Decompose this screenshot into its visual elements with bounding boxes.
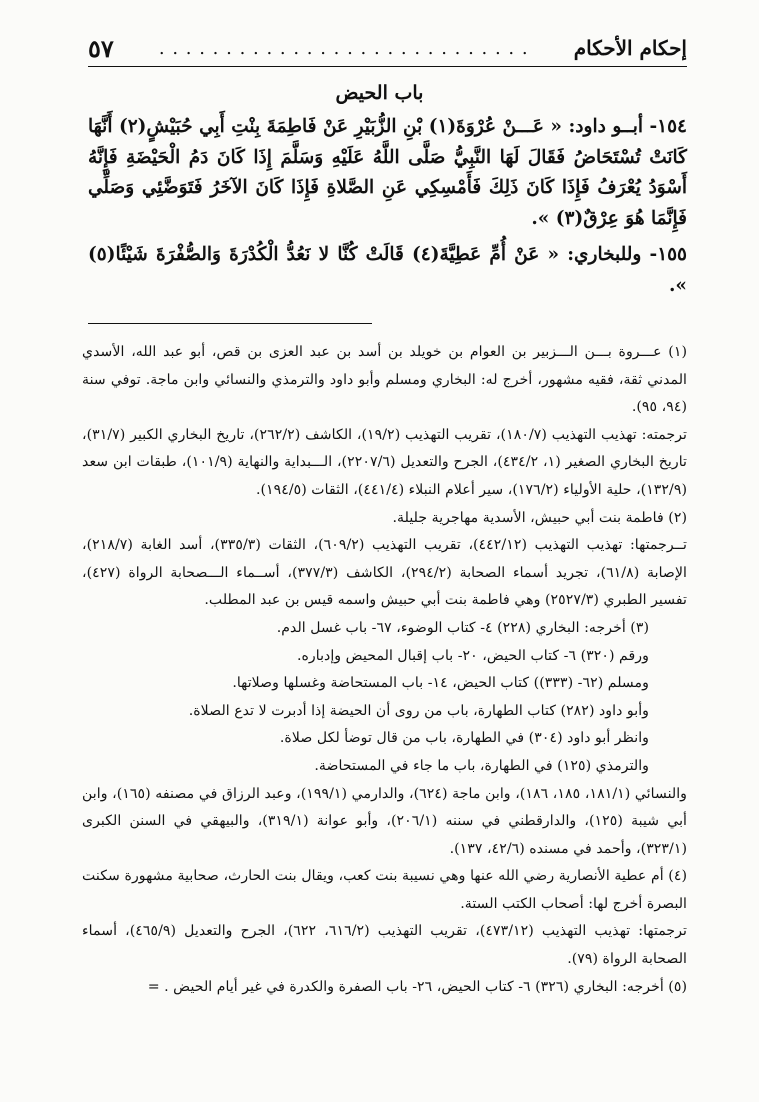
header-leader-dots: . . . . . . . . . . . . . . . . . . . . . . . . . . . . [158,37,529,59]
footnote: ترجمتها: تهذيب التهذيب (٤٧٣/١٢)، تقريب التهذيب (٦١٦/٢، ٦٢٢)، الجرح والتعديل (٤٦٥/٩)، أسماء الصحابة الرواة (٧٩). [82,923,687,968]
footnote: ورقم (٣٢٠) ٦- كتاب الحيض، ٢٠- باب إقبال المحيض وإدباره. [296,647,649,664]
main-text [88,112,687,307]
footnote: (٥) أخرجه: البخاري (٣٢٦) ٦- كتاب الحيض، ٢٦- باب الصفرة والكدرة في غير أيام الحيض . = [147,978,687,995]
footnote: والترمذي (١٢٥) في الطهارة، باب ما جاء في المستحاضة. [314,757,649,774]
footnotes [82,339,687,1001]
running-header [88,30,687,67]
hadith-155: ١٥٥- وللبخاري: « عَنْ أُمِّ عَطِيَّةَ(٤) قَالَتْ كُنَّا لا نَعُدُّ الْكُدْرَةَ وَالصُّفْرَةَ شَيْئًا(٥) ». [88,244,687,296]
footnote: وانظر أبو داود (٣٠٤) في الطهارة، باب من قال توضأ لكل صلاة. [279,730,649,747]
book-title: إحكام الأحكام [573,36,687,60]
footnote: (٢) فاطمة بنت أبي حبيش، الأسدية مهاجرية جليلة. [392,509,687,526]
footnote: وأبو داود (٢٨٢) كتاب الطهارة، باب من روى أن الحيضة إذا أدبرت لا تدع الصلاة. [188,702,649,719]
footnote: ترجمته: تهذيب التهذيب (١٨٠/٧)، تقريب التهذيب (١٩/٢)، الكاشف (٢٦٢/٢)، تاريخ البخاري الكبير (٣١/٧)، تاريخ البخاري الصغير (١، ٤٣٤/٢)، الجرح والتعديل (٢٢٠٧/٦)، الـــبداية والنهاية (١٠١/٩)، طبقات ابن سعد (١٣٢/٩)، حلية الأولياء (١٧٦/٢)، سير أعلام النبلاء (٤٤١/٤)، الثقات (١٩٤/٥). [82,426,688,498]
footnote: (٤) أم عطية الأنصارية رضي الله عنها وهي نسيبة بنت كعب، ويقال بنت الحارث، صحابية مشهورة سكنت البصرة أخرج لها: أصحاب الكتب الستة. [82,868,687,912]
footnote: تــرجمتها: تهذيب التهذيب (٤٤٢/١٢)، تقريب التهذيب (٦٠٩/٢)، الثقات (٣٣٥/٣)، أسد الغابة (٢١٨/٧)، الإصابة (٦١/٨)، تجريد أسماء الصحابة (٢٩٤/٢)، الكاشف (٣٧٧/٣)، أســماء الـــصحابة الرواة (٤٢٧)، تفسير الطبري (٢٥٢٧/٣) وهي فاطمة بنت أبي حبيش واسمه قيس بن عبد المطلب. [82,537,687,609]
hadith-154: ١٥٤- أبــو داود: « عَـــنْ عُرْوَةَ(١) بْنِ الزُّبَيْرِ عَنْ فَاطِمَةَ بِنْتِ أَبِي حُبَيْشٍ(٢) أَنَّهَا كَانَتْ تُسْتَحَاضُ فَقَالَ لَهَا النَّبِيُّ صَلَّى اللَّهُ عَلَيْهِ وَسَلَّمَ إِذَا كَانَ دَمُ الْحَيْضَةِ فَإِنَّهُ أَسْوَدُ يُعْرَفُ فَإِذَا كَانَ ذَلِكَ فَأَمْسِكِي عَنِ الصَّلاةِ فَإِذَا كَانَ الآخَرُ فَتَوَضَّئِي وَصَلِّي فَإِنَّمَا هُوَ عِرْقٌ(٣) ». [88,116,687,229]
footnote: (١) عـــروة بـــن الـــزبير بن العوام بن خويلد بن أسد بن عبد العزى بن قص، أبو عبد الله، الأسدي المدني ثقة، فقيه مشهور، أخرج له: البخاري ومسلم وأبو داود والترمذي والنسائي وابن ماجة. توفي سنة (٩٤، ٩٥). [82,344,687,416]
page-number: ٥٧ [88,33,114,63]
chapter-title: باب الحيض [335,82,424,104]
footnote: ومسلم (٦٢- (٣٣٣)) كتاب الحيض، ١٤- باب المستحاضة وغسلها وصلاتها. [232,675,649,692]
footnote: والنسائي (١٨١/١، ١٨٥، ١٨٦)، وابن ماجة (٦٢٤)، والدارمي (١٩٩/١)، وعبد الرزاق في مصنفه (١٦٥)، وابن أبي شيبة (١٢٥)، والدارقطني في سننه (٢٠٦/١)، وأبو عوانة (٣١٩/١)، والبيهقي في السنن الكبرى (٣٢٣/١)، وأحمد في مسنده (٤٢/٦، ١٣٧). [82,785,687,857]
footnote-separator [88,323,372,324]
footnote: (٣) أخرجه: البخاري (٢٢٨) ٤- كتاب الوضوء، ٦٧- باب غسل الدم. [276,619,649,636]
